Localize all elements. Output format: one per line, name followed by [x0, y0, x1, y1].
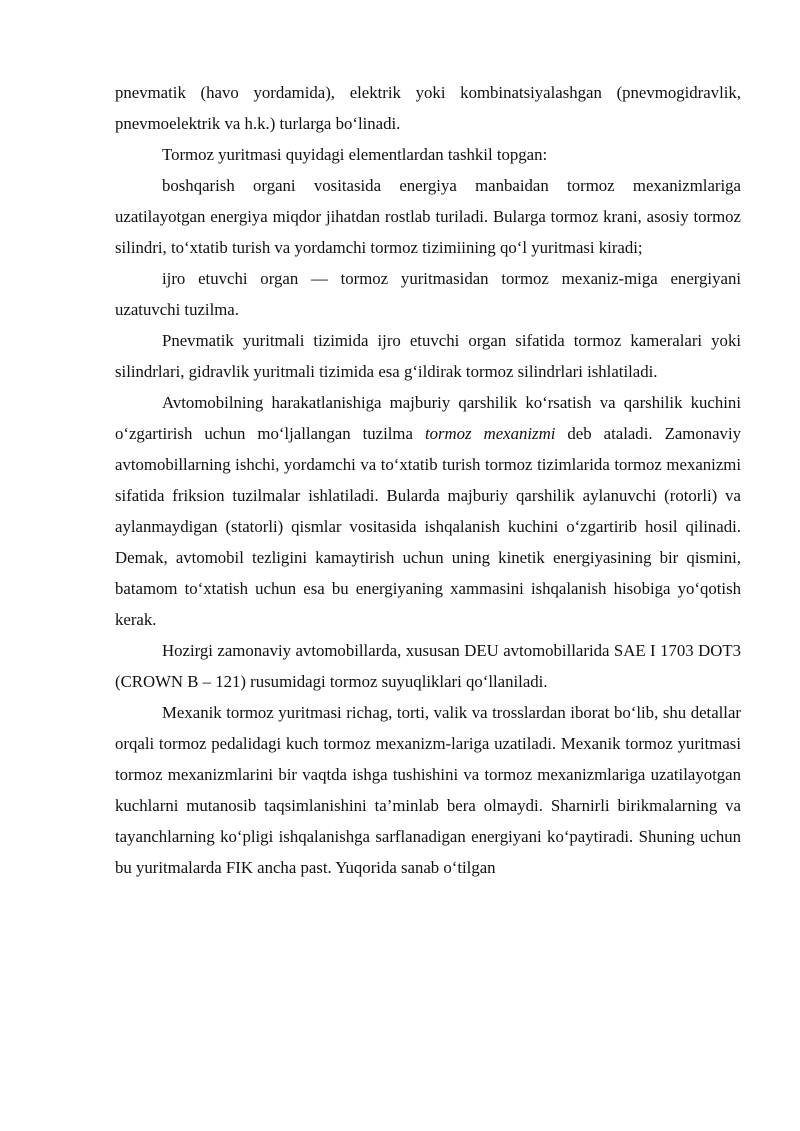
- paragraph-control-organ: boshqarish organi vositasida energiya manbaidan tormoz mexanizmlariga uzatilayotgan energiya miqdor jihatdan rostlab turiladi. Bularga tormoz krani, asosiy tormoz silindri, to‘xtatib turish va yordamchi tormoz tizimiining qo‘l yuritmasi kiradi;: [115, 176, 741, 257]
- paragraph-brake-fluids: Hozirgi zamonaviy avtomobillarda, xususan DEU avtomobillarida SAE I 1703 DOT3 (CROWN B – 121) rusumidagi tormoz suyuqliklari qo‘llaniladi.: [115, 641, 741, 691]
- paragraph-text-before-term: Avtomobilning harakatlanishiga majburiy qarshilik ko‘rsatish va qarshilik kuchini o‘zgartirish uchun mo‘ljallangan tuzilma: [115, 393, 741, 443]
- paragraph-pneumatic-hydraulic: Pnevmatik yuritmali tizimida ijro etuvchi organ sifatida tormoz kameralari yoki silindrlari, gidravlik yuritmali tizimida esa g‘ildirak tormoz silindrlari ishlatiladi.: [115, 331, 741, 381]
- italic-term-brake-mechanism: tormoz mexanizmi: [424, 424, 556, 443]
- paragraph-brake-drive-types: pnevmatik (havo yordamida), elektrik yoki kombinatsiyalashgan (pnevmogidravlik, pnevmoelektrik va h.k.) turlarga bo‘linadi.: [115, 83, 741, 133]
- paragraph-brake-mechanism-definition: [115, 387, 741, 635]
- document-page: [115, 77, 741, 883]
- paragraph-executive-organ: ijro etuvchi organ — tormoz yuritmasidan tormoz mexaniz-miga energiyani uzatuvchi tuzilma.: [115, 269, 741, 319]
- paragraph-mechanical-brake-drive: Mexanik tormoz yuritmasi richag, torti, valik va trosslardan iborat bo‘lib, shu detallar orqali tormoz pedalidagi kuch tormoz mexanizm-lariga uzatiladi. Mexanik tormoz yuritmasi tormoz mexanizmlarini bir vaqtda ishga tushishini va tormoz mexanizmlariga uzatilayotgan kuchlarni mutanosib taqsimlanishini ta’minlab bera olmaydi. Sharnirli birikmalarning va tayanchlarning ko‘pligi ishqalanishga sarflanadigan energiyani ko‘paytiradi. Shuning uchun bu yuritmalarda FIK ancha past. Yuqorida sanab o‘tilgan: [115, 703, 741, 877]
- paragraph-text-after-term: deb ataladi. Zamonaviy avtomobillarning ishchi, yordamchi va to‘xtatib turish tormoz tizimlarida tormoz mexanizmi sifatida friksion tuzilmalar ishlatiladi. Bularda majburiy qarshilik aylanuvchi (rotorli) va aylanmaydigan (statorli) qismlar vositasida ishqalanish kuchini o‘zgartirib hosil qilinadi. Demak, avtomobil tezligini kamaytirish uchun uning kinetik energiyasining bir qismini, batamom to‘xtatish uchun esa bu energiyaning xammasini ishqalanish hisobiga yo‘qotish kerak.: [115, 424, 741, 629]
- paragraph-brake-drive-elements-intro: Tormoz yuritmasi quyidagi elementlardan tashkil topgan:: [162, 145, 548, 164]
